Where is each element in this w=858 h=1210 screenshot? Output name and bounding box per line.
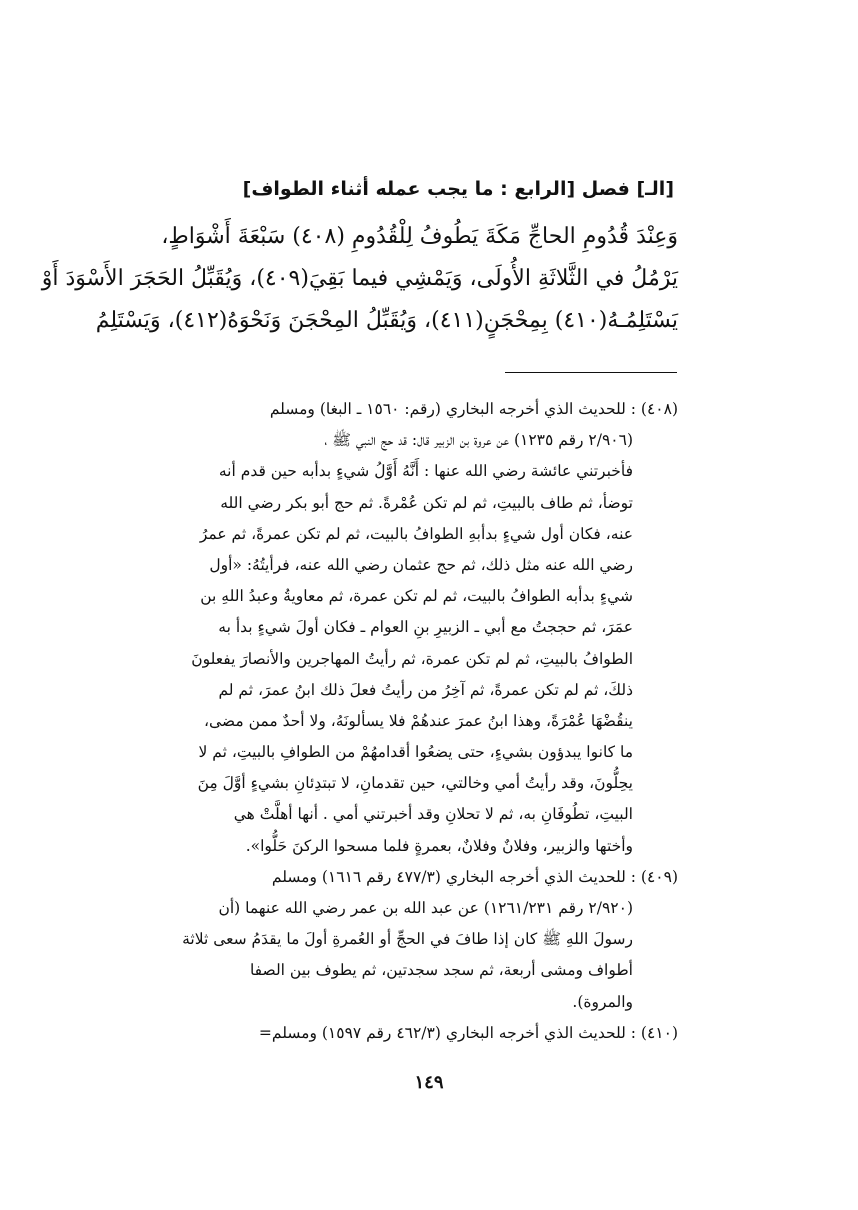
footnote-line: فأخبرتني عائشة رضي الله عنها : أَنَّهُ أَوَّلُ شيءٍ بدأبه حين قدم أنه: [218, 462, 633, 481]
footnote-line: عنه، فكان أول شيءٍ بدأبهِ الطوافُ بالبيت، ثم لم تكن عمرةً، ثم عمرُ: [199, 524, 633, 543]
footnote-text: للحديث الذي أخرجه البخاري (٤٧٧/٣ رقم ١٦١٦) ومسلم: [271, 867, 626, 886]
footnote-number: (٤١٠) :: [630, 1023, 678, 1042]
footnote-line: ذلكَ، ثم لم تكن عمرةً، ثم آخِرُ من رأيتُ فعلَ ذلك ابنُ عمرَ، ثم لم: [218, 680, 633, 699]
footnote-line: توضأ، ثم طاف بالبيتِ، ثم لم تكن عُمْرةً. ثم حج أبو بكر رضي الله: [220, 493, 633, 512]
footnote-line: الطوافُ بالبيتِ، ثم لم تكن عمرة، ثم رأيتُ المهاجرين والأنصارَ يفعلونَ: [191, 649, 633, 668]
footnote-line: ينقُضْهَا عُمْرَةً، وهذا ابنُ عمرَ عندهُمْ فلا يسألونَهُ، ولا أحدٌ ممن مضى،: [203, 711, 633, 730]
page-number: ١٤٩: [414, 1072, 444, 1093]
footnote-number: (٤٠٨) :: [630, 400, 678, 418]
footnote-line: والمروة).: [572, 992, 633, 1011]
footnote-line: رضي الله عنه مثل ذلك، ثم حج عثمان رضي الله عنه، فرأيتُهُ: «أول: [209, 555, 633, 574]
footnote-text: للحديث الذي أخرجه البخاري (رقم: ١٥٦٠ ـ البغا) ومسلم: [269, 400, 626, 418]
footnote-line: عمَرَ، ثم حججتُ مع أبي ـ الزبيرِ بنِ العوام ـ فكان أولَ شيءٍ بدأ به: [218, 618, 633, 637]
footnote-line: (٢/٩٠٦ رقم ١٢٣٥) عن عروة بن الزبير قال: قد حج النبي ﷺ ،: [324, 431, 633, 450]
footnote-line: البيتِ، تطُوفَانِ به، ثم لا تحلانِ وقد أخبرتني أمي . أنها أهلَّتْ هي: [233, 805, 633, 824]
footnote-line: ما كانوا يبدؤون بشيءٍ، حتى يضعُوا أقدامهُمْ من الطوافِ بالبيتِ، ثم لا: [198, 743, 633, 762]
footnote-line: (٢/٩٢٠ رقم ١٢٦١/٢٣١) عن عبد الله بن عمر رضي الله عنهما (أن: [218, 899, 633, 917]
main-text-line: يَرْمُلُ في الثَّلاثَةِ الأُولَى، وَيَمْشِي فيما بَقِيَ(٤٠٩)، وَيُقَبِّلُ الحَجَرَ الأَسْوَدَ أَوْ: [41, 266, 678, 291]
footnote-number: (٤٠٩) :: [630, 867, 678, 886]
section-heading: [الـ] فصل [الرابع : ما يجب عمله أثناء الطواف]: [242, 178, 674, 200]
footnote-line: يحِلُّونَ، وقد رأيتُ أمي وخالتي، حين تقدمانِ، لا تبتدِئانِ بشيءٍ أوَّلَ مِنَ: [197, 774, 633, 793]
footnote-first-line: [153, 862, 678, 893]
main-text-line: وَعِنْدَ قُدُومِ الحاجِّ مَكَةَ يَطُوفُ لِلْقُدُومِ (٤٠٨) سَبْعَةَ أَشْوَاطٍ،: [161, 224, 678, 249]
footnote-text: للحديث الذي أخرجه البخاري (٤٦٢/٣ رقم ١٥٩٧) ومسلم=: [258, 1023, 626, 1042]
footnote-first-line: [153, 1018, 678, 1049]
main-text: [41, 216, 678, 342]
footnote-first-line: [153, 394, 678, 425]
footnotes: [153, 394, 678, 1049]
footnote-line: أطواف ومشى أربعة، ثم سجد سجدتين، ثم يطوف بين الصفا: [249, 961, 633, 980]
footnote-line: وأختها والزبير، وفلانٌ وفلانٌ، بعمرةٍ فلما مسحوا الركنَ حَلُّوا».: [245, 836, 633, 855]
footnote-line: شيءٍ بدأبه الطوافُ بالبيت، ثم لم تكن عمرة، ثم معاويةُ وعبدُ اللهِ بن: [200, 587, 633, 606]
main-text-line: يَسْتَلِمُـهُ(٤١٠) بِمِحْجَنٍ(٤١١)، وَيُقَبِّلُ المِحْجَنَ وَنَحْوَهُ(٤١٢)، وَيَسْتَلِمُ: [95, 308, 678, 333]
footnote-divider: [505, 372, 677, 373]
footnote-line: رسولَ اللهِ ﷺ كان إذا طافَ في الحجِّ أو العُمرةِ أولَ ما يقدَمُ سعى ثلاثة: [182, 930, 633, 949]
